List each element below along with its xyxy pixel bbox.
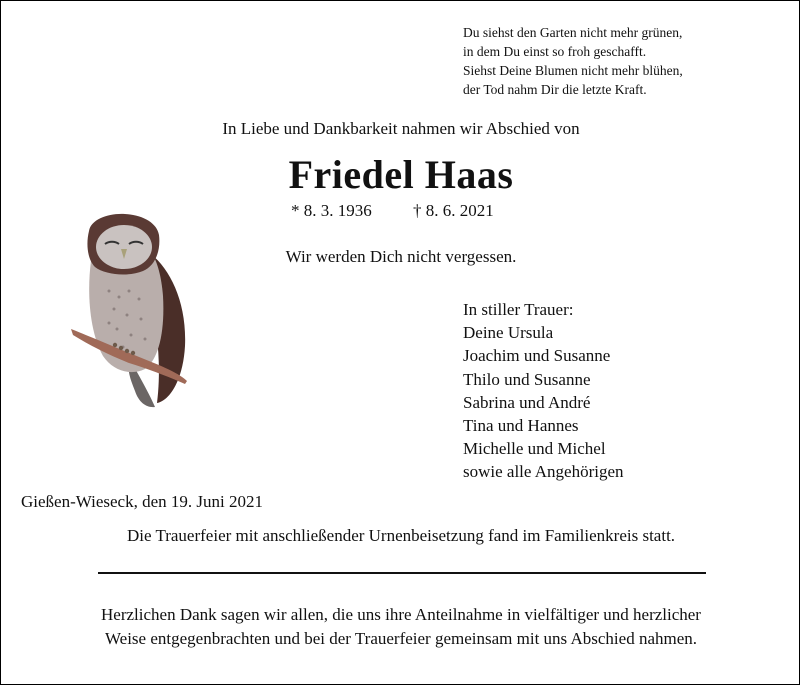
poem-line: der Tod nahm Dir die letzte Kraft. bbox=[463, 82, 647, 97]
mourner: Deine Ursula bbox=[463, 323, 554, 343]
thanks-line: Weise entgegenbrachten und bei der Trauerfeier gemeinsam mit uns Abschied nahmen. bbox=[104, 629, 698, 648]
poem-line: Du siehst den Garten nicht mehr grünen, bbox=[463, 25, 683, 40]
mourner: Joachim und Susanne bbox=[463, 346, 611, 366]
mourners-list bbox=[463, 298, 624, 484]
poem-line: Siehst Deine Blumen nicht mehr blühen, bbox=[463, 63, 683, 78]
death-date: † 8. 6. 2021 bbox=[413, 201, 494, 220]
intro-text: In Liebe und Dankbarkeit nahmen wir Abschied von bbox=[222, 119, 580, 138]
funeral-note: Die Trauerfeier mit anschließender Urnenbeisetzung fand im Familienkreis statt. bbox=[126, 526, 676, 545]
poem-line: in dem Du einst so froh geschafft. bbox=[463, 44, 647, 59]
mourner: Thilo und Susanne bbox=[463, 369, 591, 389]
memory-text: Wir werden Dich nicht vergessen. bbox=[285, 247, 517, 266]
mourner: Michelle und Michel bbox=[463, 439, 606, 459]
thanks-text bbox=[1, 603, 800, 651]
divider bbox=[98, 572, 706, 574]
mourner: Tina und Hannes bbox=[463, 416, 579, 436]
place-and-date: Gießen-Wieseck, den 19. Juni 2021 bbox=[21, 492, 263, 511]
mourner: Sabrina und André bbox=[463, 392, 591, 412]
owl-face bbox=[96, 225, 152, 269]
mourner: sowie alle Angehörigen bbox=[463, 462, 624, 482]
birth-date: * 8. 3. 1936 bbox=[291, 201, 372, 220]
owl-illustration bbox=[69, 211, 194, 411]
mourners-heading: In stiller Trauer: bbox=[463, 300, 574, 319]
poem bbox=[463, 23, 683, 99]
thanks-line: Herzlichen Dank sagen wir allen, die uns ihre Anteilnahme in vielfältiger und herzlicher bbox=[101, 605, 701, 624]
deceased-name: Friedel Haas bbox=[288, 152, 514, 197]
